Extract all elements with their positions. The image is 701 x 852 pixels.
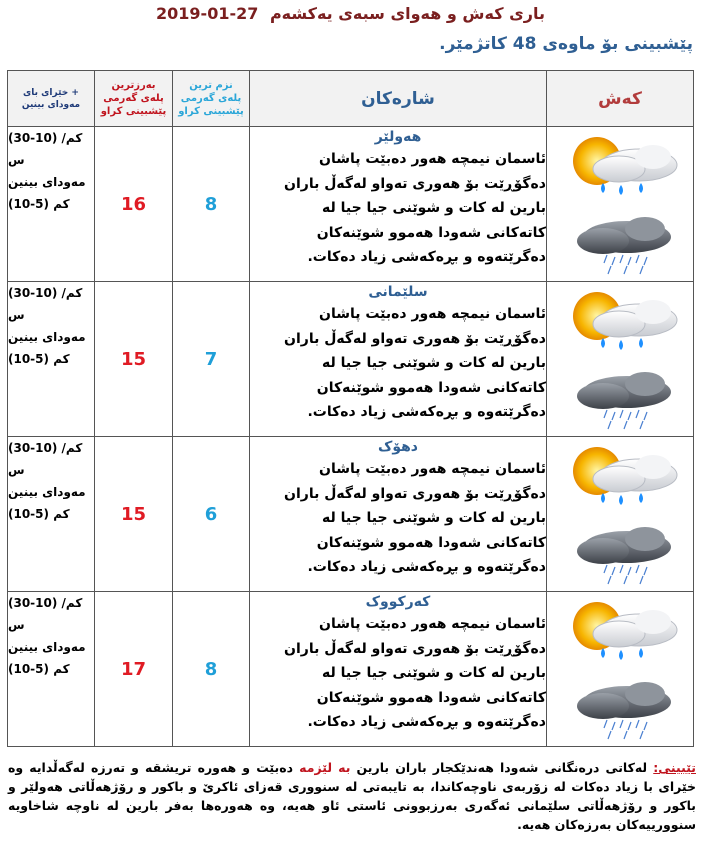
wind-speed: (30-10) کم/س	[8, 441, 83, 477]
desc-line: دەگرێتەوە و بڕەکەشی زیاد دەکات.	[307, 559, 546, 575]
header-min-line3: پێشبینی کراو	[178, 106, 244, 117]
desc-line: ئاسمان نیمچە هەور دەبێت پاشان	[319, 151, 546, 167]
table-header-row	[8, 71, 694, 127]
city-name: سلێمانی	[368, 284, 428, 300]
city-cell	[250, 437, 547, 592]
forecast-description	[250, 302, 546, 425]
city-cell	[250, 127, 547, 282]
desc-line: کاتەکانی شەودا هەموو شوێنەکان	[316, 534, 546, 551]
forecast-table	[7, 70, 694, 747]
rain-cloud-icon	[557, 521, 683, 587]
city-row	[8, 592, 694, 747]
desc-line: دەگۆڕێت بۆ هەوری تەواو لەگەڵ باران	[284, 640, 546, 657]
weather-icons-cell	[547, 592, 694, 747]
desc-line: ئاسمان نیمچە هەور دەبێت پاشان	[319, 461, 546, 477]
city-name: کەرکووک	[365, 594, 431, 610]
wind-speed: (30-10) کم/س	[8, 286, 83, 322]
forecast-description	[250, 612, 546, 735]
city-cell	[250, 592, 547, 747]
visibility-label: مەودای بینین	[8, 330, 86, 344]
city-cell	[250, 282, 547, 437]
header-min-line1: نزم ترین	[189, 80, 233, 91]
desc-line: بارین لە کات و شوێنی جیا جیا لە	[321, 200, 546, 216]
visibility-label: مەودای بینین	[8, 640, 86, 654]
header-max-temp	[95, 71, 173, 127]
forecast-description	[250, 457, 546, 580]
desc-line: دەگۆڕێت بۆ هەوری تەواو لەگەڵ باران	[284, 485, 546, 502]
city-name: هەولێر	[374, 129, 422, 145]
city-row	[8, 437, 694, 592]
wind-speed: (30-10) کم/س	[8, 596, 83, 632]
min-temp-cell: 8	[173, 127, 250, 282]
desc-line: کاتەکانی شەودا هەموو شوێنەکان	[316, 224, 546, 241]
desc-line: ئاسمان نیمچە هەور دەبێت پاشان	[319, 306, 546, 322]
desc-line: بارین لە کات و شوێنی جیا جیا لە	[321, 665, 546, 681]
min-temp-cell: 8	[173, 592, 250, 747]
desc-line: دەگرێتەوە و بڕەکەشی زیاد دەکات.	[307, 404, 546, 420]
min-temp-cell: 7	[173, 282, 250, 437]
visibility-range: (10-5) کم	[8, 507, 70, 521]
wind-visibility-cell	[8, 437, 95, 592]
header-cities: شارەکان	[250, 71, 547, 127]
partly-cloudy-rain-icon	[557, 600, 683, 666]
desc-line: بارین لە کات و شوێنی جیا جیا لە	[321, 510, 546, 526]
rain-cloud-icon	[557, 676, 683, 742]
rain-cloud-icon	[557, 366, 683, 432]
title-text: باری کەش و هەوای سبەی یەکشەم	[269, 4, 545, 23]
header-min-line2: پلەی گەرمی	[180, 93, 242, 104]
header-min-temp	[173, 71, 250, 127]
page-subtitle: پێشبینی بۆ ماوەی 48 کاتژمێر.	[439, 34, 693, 54]
desc-line: دەگۆڕێت بۆ هەوری تەواو لەگەڵ باران	[284, 175, 546, 192]
header-max-line2: پلەی گەرمی	[103, 93, 164, 104]
header-wind-visibility	[8, 71, 95, 127]
weather-icons-cell	[547, 127, 694, 282]
partly-cloudy-rain-icon	[557, 135, 683, 201]
wind-visibility-cell	[8, 282, 95, 437]
weather-icons-cell	[547, 282, 694, 437]
wind-speed: (30-10) کم/س	[8, 131, 83, 167]
header-wind-line2: مەودای بینین	[21, 99, 81, 110]
max-temp-cell: 16	[95, 127, 173, 282]
desc-line: دەگرێتەوە و بڕەکەشی زیاد دەکات.	[307, 714, 546, 730]
city-row	[8, 282, 694, 437]
desc-line: کاتەکانی شەودا هەموو شوێنەکان	[316, 379, 546, 396]
note-highlight: بە لێزمە	[299, 760, 351, 775]
weather-icons-cell	[547, 437, 694, 592]
max-temp-cell: 17	[95, 592, 173, 747]
header-weather: کەش	[547, 71, 694, 127]
min-temp-cell: 6	[173, 437, 250, 592]
desc-line: بارین لە کات و شوێنی جیا جیا لە	[321, 355, 546, 371]
wind-visibility-cell	[8, 127, 95, 282]
max-temp-cell: 15	[95, 437, 173, 592]
desc-line: ئاسمان نیمچە هەور دەبێت پاشان	[319, 616, 546, 632]
forecast-description	[250, 147, 546, 270]
note-text-2: دەبێت و هەورە تریشقە و تەرزە لەگەڵدایە وە خێرای با زیاد دەکات لە زۆربەی ناوچەکاندا، بە تایبەتی لە سنووری قەزای ئاکرێ و باکور و رۆژهەڵاتی هەولێر و باکور و رۆژهەڵاتی سلێمانی ئەگەری بەرزبوونی ئاستی ئاو هەیە، وە هەورەها بەفر بارین لە ناوچە شاخاویە سنوورییەکان بەرزەکان هەیە.	[8, 760, 696, 832]
visibility-range: (10-5) کم	[8, 197, 70, 211]
visibility-label: مەودای بینین	[8, 175, 86, 189]
note-paragraph	[8, 758, 696, 834]
header-wind-line1: خێرای بای +	[23, 87, 79, 98]
visibility-label: مەودای بینین	[8, 485, 86, 499]
desc-line: کاتەکانی شەودا هەموو شوێنەکان	[316, 689, 546, 706]
wind-visibility-cell	[8, 592, 95, 747]
forecast-date: 2019-01-27	[156, 4, 259, 23]
city-row	[8, 127, 694, 282]
visibility-range: (10-5) کم	[8, 662, 70, 676]
desc-line: دەگرێتەوە و بڕەکەشی زیاد دەکات.	[307, 249, 546, 265]
max-temp-cell: 15	[95, 282, 173, 437]
city-name: دهۆک	[377, 439, 418, 455]
note-label: تێبینی:	[653, 760, 696, 775]
note-text-1: لەکاتی درەنگانی شەودا هەندێکجار باران بارین	[350, 760, 654, 775]
partly-cloudy-rain-icon	[557, 290, 683, 356]
page-title	[0, 4, 701, 23]
header-max-line1: بەرزترین	[111, 80, 156, 91]
visibility-range: (10-5) کم	[8, 352, 70, 366]
partly-cloudy-rain-icon	[557, 445, 683, 511]
header-max-line3: پێشبینی کراو	[100, 106, 167, 117]
desc-line: دەگۆڕێت بۆ هەوری تەواو لەگەڵ باران	[284, 330, 546, 347]
rain-cloud-icon	[557, 211, 683, 277]
